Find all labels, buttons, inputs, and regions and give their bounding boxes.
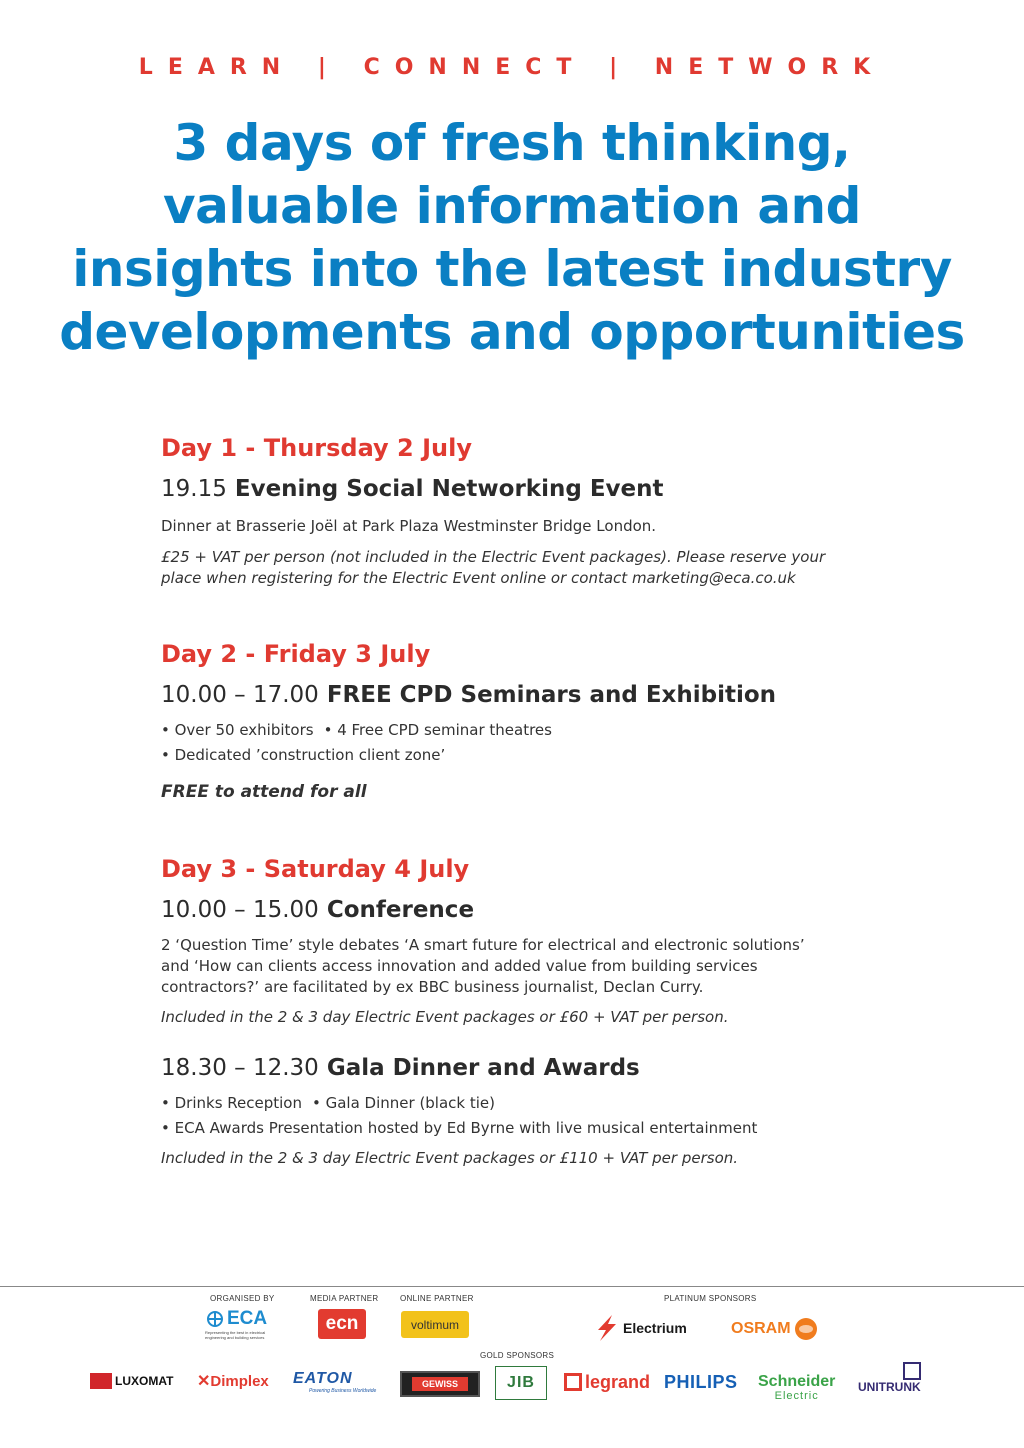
dimplex-logo-text: Dimplex: [210, 1372, 269, 1390]
day3-title: Day 3 - Saturday 4 July: [161, 855, 470, 883]
luxomat-logo: [90, 1370, 173, 1392]
bullet-item: • 4 Free CPD seminar theatres: [323, 721, 552, 739]
eca-logo-sub: Representing the best in electrical engineering and building services: [205, 1330, 266, 1340]
day3-event-time: 10.00 – 15.00: [161, 897, 319, 923]
tagline: LEARN | CONNECT | NETWORK: [138, 55, 886, 80]
dimplex-mark-icon: ✕: [197, 1373, 211, 1390]
platinum-sponsors-label: PLATINUM SPONSORS: [664, 1294, 757, 1303]
eaton-logo-text: EATON: [293, 1370, 353, 1387]
gala-event-title: [161, 1055, 881, 1081]
osram-bulb-icon: [793, 1316, 819, 1342]
day2-bullets: [161, 720, 881, 741]
day3-event-title: [161, 897, 881, 923]
day3-desc: [161, 935, 881, 998]
day2-note: FREE to attend for all: [161, 782, 367, 802]
day1-note-line: place when registering for the Electric Event online or contact marketing@eca.co.uk: [161, 569, 796, 587]
day1-desc: Dinner at Brasserie Joël at Park Plaza Westminster Bridge London.: [161, 517, 657, 535]
bullet-item: • ECA Awards Presentation hosted by Ed Byrne with live musical entertainment: [161, 1119, 758, 1137]
legrand-logo-text: legrand: [585, 1371, 651, 1392]
legrand-mark-icon: [564, 1373, 582, 1391]
osram-logo: [731, 1316, 819, 1342]
bullet-item: • Over 50 exhibitors: [161, 721, 314, 739]
day3-section: [161, 855, 881, 1169]
bullet-item: • Drinks Reception: [161, 1094, 302, 1112]
eaton-logo-sub: Powering Business Worldwide: [309, 1388, 377, 1394]
day2-section: [161, 640, 881, 803]
media-partner-label: MEDIA PARTNER: [310, 1294, 379, 1303]
day2-event-time: 10.00 – 17.00: [161, 682, 319, 708]
headline: [20, 112, 1004, 364]
beg-mark-icon: [90, 1373, 112, 1389]
day2-title: Day 2 - Friday 3 July: [161, 640, 431, 668]
organised-by-label: ORGANISED BY: [210, 1294, 275, 1303]
gala-note: Included in the 2 & 3 day Electric Event packages or £110 + VAT per person.: [161, 1149, 739, 1167]
day3-desc-line: contractors?’ are facilitated by ex BBC business journalist, Declan Curry.: [161, 978, 704, 996]
day3-event-name: Conference: [326, 897, 475, 923]
day1-event-time: 19.15: [161, 476, 227, 502]
day1-event-name: Evening Social Networking Event: [234, 476, 664, 502]
voltimum-logo: voltimum: [401, 1311, 469, 1338]
headline-line: insights into the latest industry: [72, 240, 952, 298]
ecn-logo: ecn: [318, 1309, 366, 1339]
day3-note: Included in the 2 & 3 day Electric Event packages or £60 + VAT per person.: [161, 1008, 729, 1026]
headline-line: developments and opportunities: [59, 303, 965, 361]
schneider-logo-text: Schneider: [758, 1372, 836, 1390]
day1-note: [161, 547, 881, 589]
schneider-logo: [758, 1372, 835, 1402]
unitrunk-mark-icon: [903, 1362, 921, 1380]
osram-logo-text: OSRAM: [731, 1320, 791, 1337]
day1-section: [161, 434, 881, 589]
electrium-bolt-icon: [594, 1314, 620, 1342]
schneider-logo-sub: Electric: [774, 1389, 819, 1402]
eca-mark-icon: [205, 1310, 225, 1328]
electrium-logo: [594, 1313, 687, 1343]
gala-event-time: 18.30 – 12.30: [161, 1055, 319, 1081]
philips-logo-text: PHILIPS: [664, 1371, 738, 1392]
day1-title: Day 1 - Thursday 2 July: [161, 434, 472, 462]
gala-event-name: Gala Dinner and Awards: [326, 1055, 640, 1081]
dimplex-logo: [197, 1370, 269, 1392]
gala-bullets: [161, 1093, 881, 1114]
day2-event-name: FREE CPD Seminars and Exhibition: [326, 682, 777, 708]
day3-desc-line: and ‘How can clients access innovation and added value from building services: [161, 957, 758, 975]
unitrunk-logo: [858, 1360, 921, 1396]
day2-event-title: [161, 682, 881, 708]
eca-logo-text: ECA: [227, 1308, 268, 1329]
jib-logo: [495, 1366, 547, 1400]
luxomat-logo-text: LUXOMAT: [115, 1374, 174, 1388]
day3-desc-line: 2 ‘Question Time’ style debates ‘A smart future for electrical and electronic solutions’: [161, 936, 805, 954]
headline-line: 3 days of fresh thinking,: [173, 114, 851, 172]
headline-line: valuable information and: [163, 177, 861, 235]
eca-logo: [205, 1306, 277, 1342]
bullet-item: • Dedicated ’construction client zone’: [161, 746, 446, 764]
jib-logo-text: JIB: [507, 1374, 535, 1391]
gewiss-logo-text: GEWISS: [412, 1377, 468, 1391]
gewiss-logo: [400, 1371, 480, 1397]
bullet-item: • Gala Dinner (black tie): [311, 1094, 496, 1112]
day1-note-line: £25 + VAT per person (not included in the Electric Event packages). Please reserve your: [161, 548, 826, 566]
philips-logo: [664, 1371, 738, 1393]
electrium-logo-text: Electrium: [623, 1320, 687, 1336]
footer-divider: [0, 1286, 1024, 1287]
gold-sponsors-label: GOLD SPONSORS: [480, 1351, 555, 1360]
eaton-logo: [293, 1369, 376, 1395]
unitrunk-logo-text: UNITRUNK: [858, 1380, 921, 1394]
online-partner-label: ONLINE PARTNER: [400, 1294, 474, 1303]
day1-event-title: [161, 476, 881, 502]
legrand-logo: [564, 1370, 650, 1394]
